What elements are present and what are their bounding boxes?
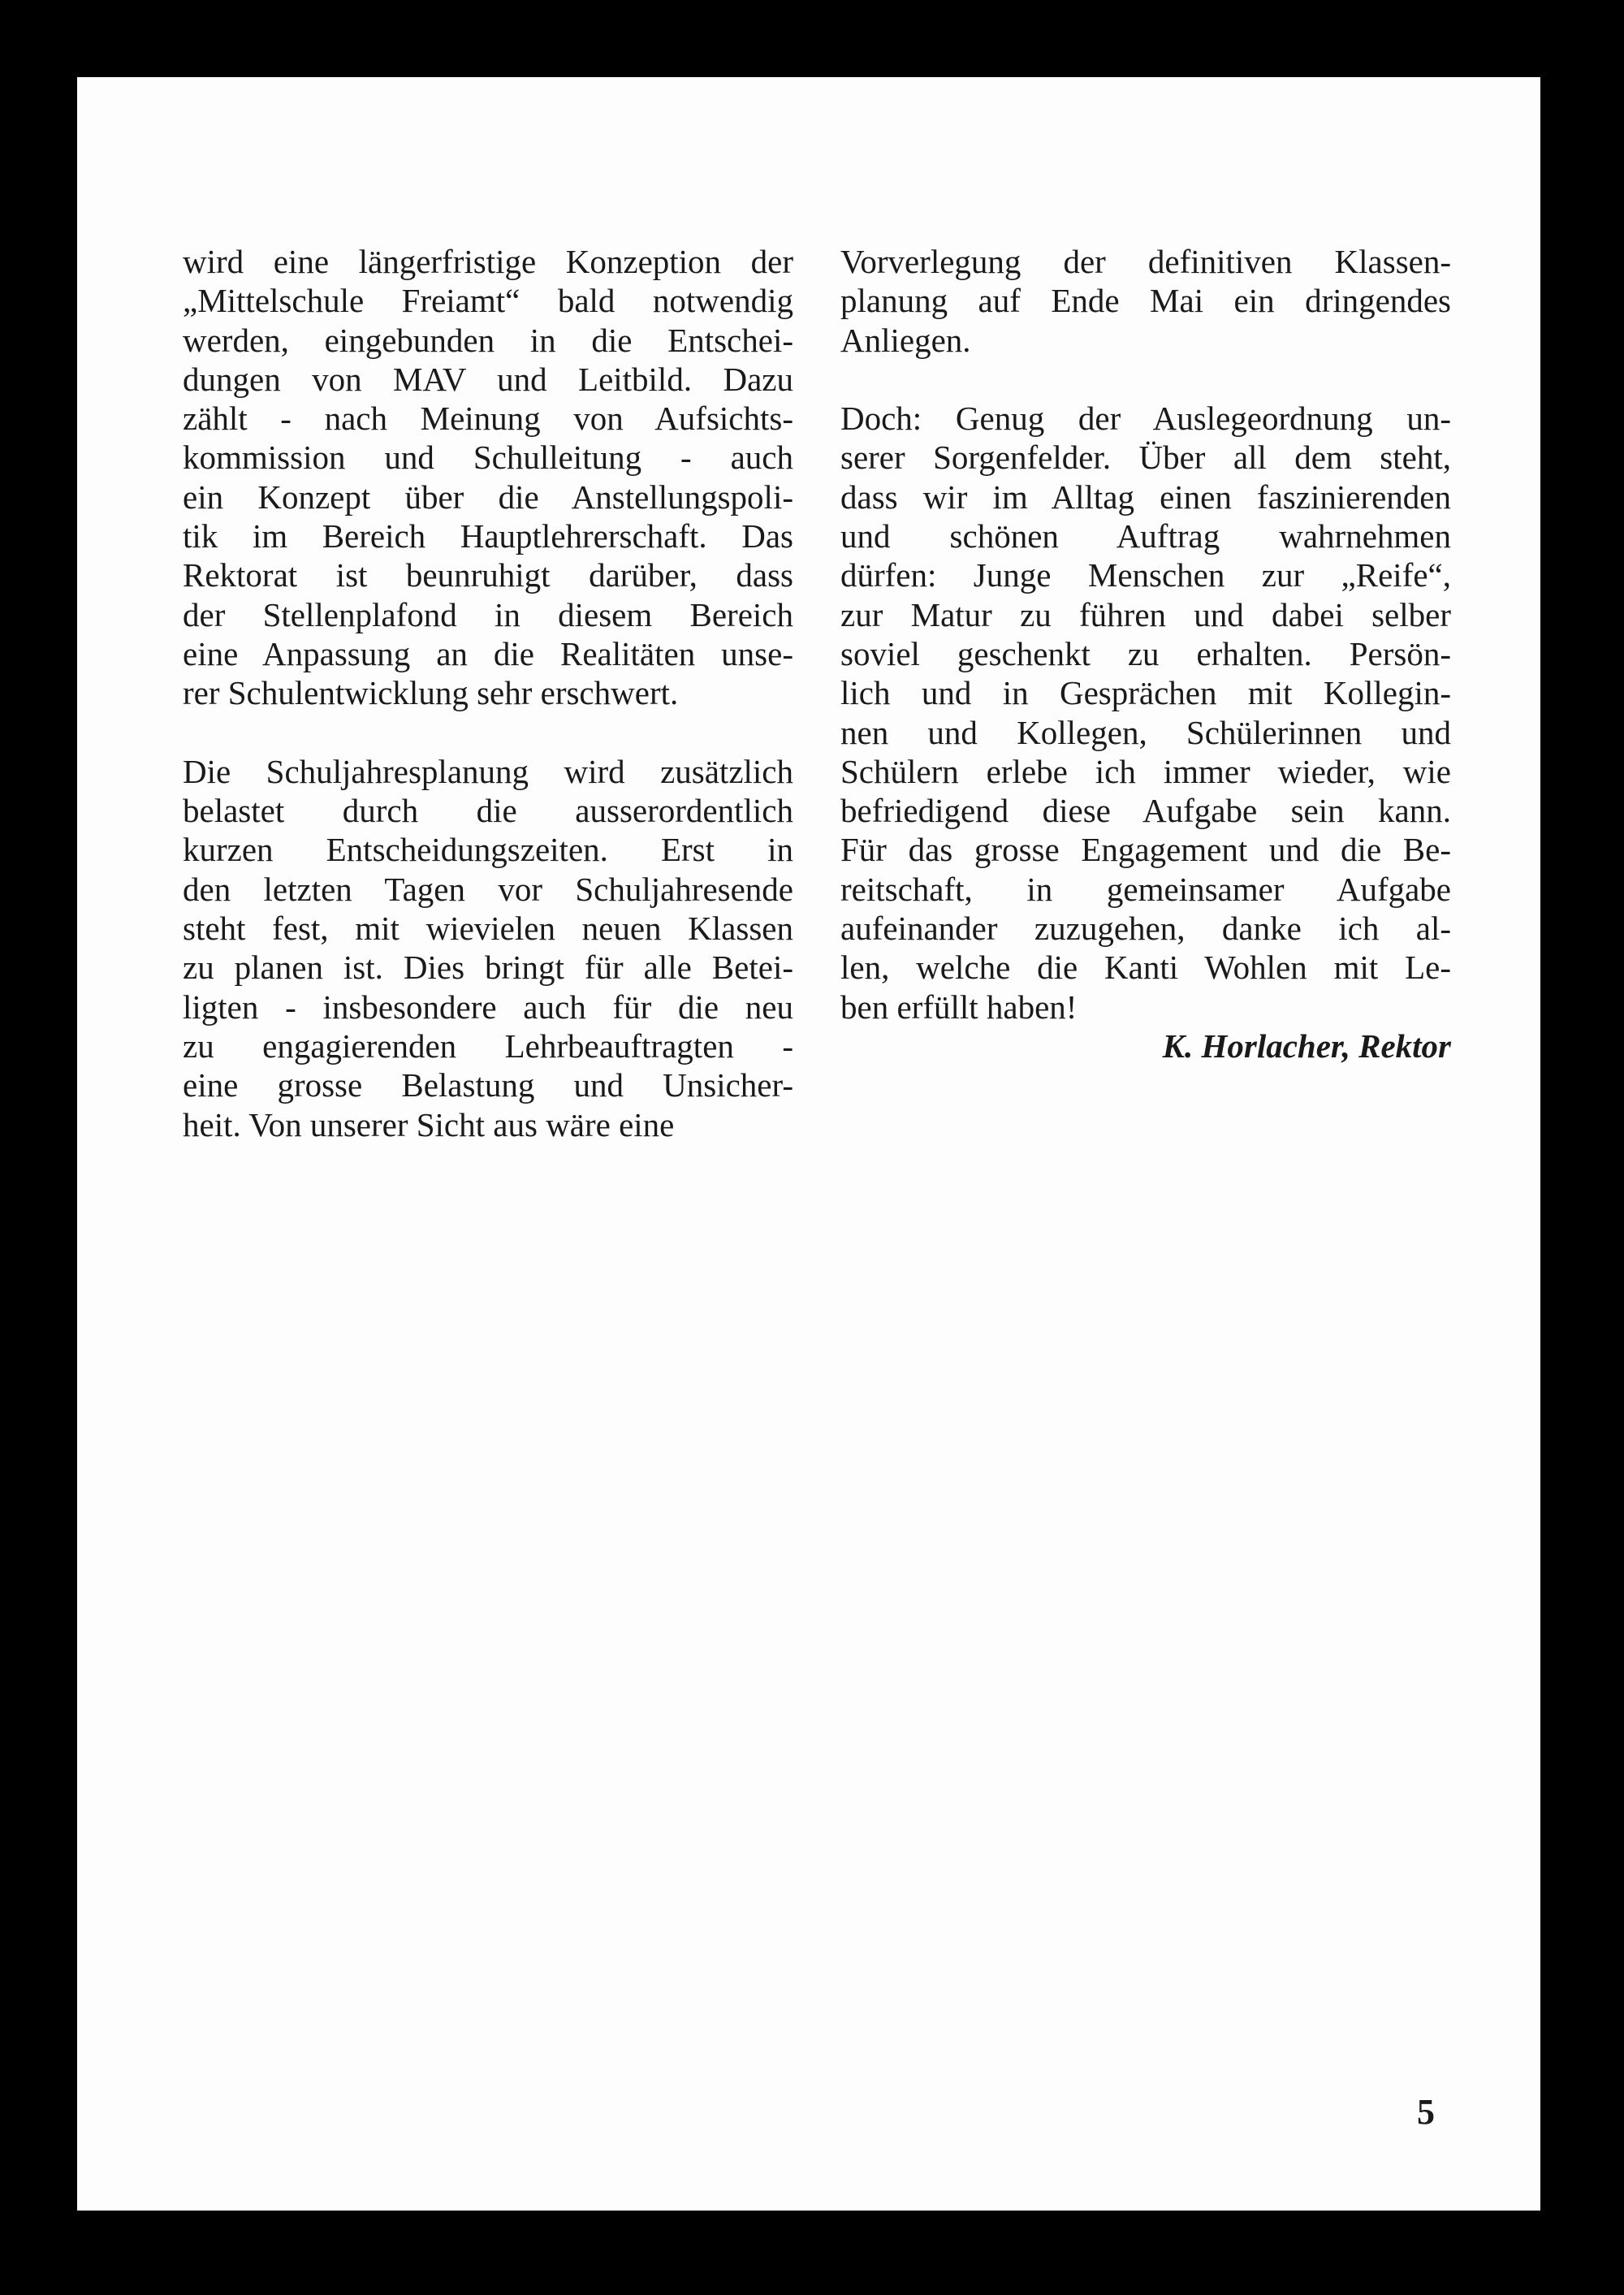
text-line: tik im Bereich Hauptlehrerschaft. Das [183, 517, 793, 555]
paragraph [840, 399, 1451, 1026]
text-line: „Mittelschule Freiamt“ bald notwendig [183, 282, 793, 320]
signature: K. Horlacher, Rektor [1162, 1026, 1451, 1065]
text-line: eine Anpassung an die Realitäten unse- [183, 634, 793, 672]
text-line: dürfen: Junge Menschen zur „Reife“, [840, 556, 1451, 594]
text-line: wird eine längerfristige Konzeption der [183, 243, 793, 280]
text-line: ligten - insbesondere auch für die neu [183, 988, 793, 1026]
text-line: den letzten Tagen vor Schuljahresende [183, 870, 793, 908]
left-column [183, 242, 793, 1183]
text-line: heit. Von unserer Sicht aus wäre eine [183, 1105, 675, 1143]
text-line: kommission und Schulleitung - auch [183, 439, 793, 477]
text-line: Vorverlegung der definitiven Klassen- [840, 243, 1451, 280]
text-line: zu engagierenden Lehrbeauftragten - [183, 1026, 793, 1065]
text-line: befriedigend diese Aufgabe sein kann. [840, 792, 1451, 830]
text-line: kurzen Entscheidungszeiten. Erst in [183, 831, 793, 869]
text-line: serer Sorgenfelder. Über all dem steht, [840, 439, 1451, 477]
text-line: Anliegen. [840, 321, 971, 359]
right-column [840, 242, 1451, 1065]
paragraph [183, 242, 793, 713]
text-line: eine grosse Belastung und Unsicher- [183, 1066, 793, 1104]
text-line: soviel geschenkt zu erhalten. Persön- [840, 634, 1451, 672]
text-line: reitschaft, in gemeinsamer Aufgabe [840, 870, 1451, 908]
text-line: Schülern erlebe ich immer wieder, wie [840, 752, 1451, 790]
page-number: 5 [1417, 2092, 1435, 2132]
paragraph [840, 242, 1451, 360]
text-line: dass wir im Alltag einen faszinierenden [840, 478, 1451, 516]
text-line: zur Matur zu führen und dabei selber [840, 595, 1451, 633]
text-line: werden, eingebunden in die Entschei- [183, 321, 793, 359]
text-line: len, welche die Kanti Wohlen mit Le- [840, 949, 1451, 987]
text-line: Doch: Genug der Auslegeordnung un- [840, 400, 1451, 438]
text-line: rer Schulentwicklung sehr erschwert. [183, 674, 679, 712]
text-line: ein Konzept über die Anstellungspoli- [183, 478, 793, 516]
text-line: der Stellenplafond in diesem Bereich [183, 595, 793, 633]
paragraph [183, 752, 793, 1144]
text-line: ben erfüllt haben! [840, 988, 1078, 1026]
text-line: dungen von MAV und Leitbild. Dazu [183, 360, 793, 398]
document-page [77, 77, 1540, 2211]
text-line: Für das grosse Engagement und die Be- [840, 831, 1451, 869]
text-line: zu planen ist. Dies bringt für alle Betei- [183, 949, 793, 987]
text-line: belastet durch die ausserordentlich [183, 792, 793, 830]
text-line: nen und Kollegen, Schülerinnen und [840, 713, 1451, 751]
text-line: planung auf Ende Mai ein dringendes [840, 282, 1451, 320]
text-line: steht fest, mit wievielen neuen Klassen [183, 910, 793, 948]
text-line: lich und in Gesprächen mit Kollegin- [840, 674, 1451, 712]
text-line: und schönen Auftrag wahrnehmen [840, 517, 1451, 555]
text-line: Die Schuljahresplanung wird zusätzlich [183, 752, 793, 790]
text-line: Rektorat ist beunruhigt darüber, dass [183, 556, 793, 594]
text-line: zählt - nach Meinung von Aufsichts- [183, 400, 793, 438]
text-line: aufeinander zuzugehen, danke ich al- [840, 910, 1451, 948]
